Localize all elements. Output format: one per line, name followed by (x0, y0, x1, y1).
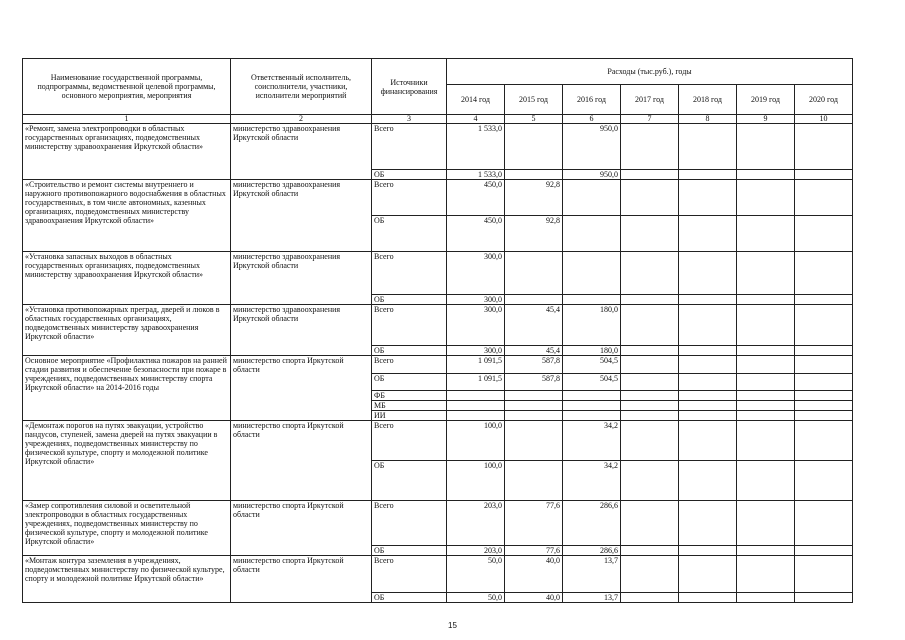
executor-name: министерство здравоохранения Иркутской области (231, 180, 372, 252)
value-2014: 203,0 (447, 501, 505, 546)
value-2015: 92,8 (505, 216, 563, 252)
value-2016 (563, 295, 621, 305)
funding-source: ОБ (372, 461, 447, 501)
value-2015: 40,0 (505, 593, 563, 603)
activity-name: Основное мероприятие «Профилактика пожаров на ранней стадии развития и обеспечение безопасности при пожаре в учреждениях, подведомственных министерству спорта Иркутской области» на 2014-2016 годы (23, 356, 231, 421)
value-2016: 34,2 (563, 421, 621, 461)
column-number: 5 (505, 115, 563, 124)
value-2014 (447, 401, 505, 411)
value-2014: 300,0 (447, 346, 505, 356)
value-2016 (563, 216, 621, 252)
value-2016: 504,5 (563, 374, 621, 391)
value-2015: 45,4 (505, 305, 563, 346)
value-2014: 1 091,5 (447, 374, 505, 391)
page-number: 15 (448, 621, 457, 630)
value-2014: 203,0 (447, 546, 505, 556)
value-2016 (563, 252, 621, 295)
executor-name: министерство спорта Иркутской области (231, 556, 372, 603)
activity-name: «Установка противопожарных преград, дверей и люков в областных государственных организациях, подведомственных министерству здравоохранения Иркутской области» (23, 305, 231, 356)
executor-name: министерство здравоохранения Иркутской области (231, 252, 372, 305)
table-row (23, 252, 853, 295)
funding-source: ОБ (372, 346, 447, 356)
value-2016: 34,2 (563, 461, 621, 501)
value-2015 (505, 252, 563, 295)
value-2014: 300,0 (447, 295, 505, 305)
value-2015 (505, 421, 563, 461)
value-2016: 180,0 (563, 305, 621, 346)
executor-name: министерство здравоохранения Иркутской области (231, 305, 372, 356)
column-number: 8 (679, 115, 737, 124)
header-year: 2018 год (679, 85, 737, 115)
funding-source: ОБ (372, 546, 447, 556)
column-number: 10 (795, 115, 853, 124)
funding-source: Всего (372, 556, 447, 593)
value-2016: 950,0 (563, 170, 621, 180)
header-source: Источники финансирования (372, 59, 447, 115)
activity-name: «Замер сопротивления силовой и осветительной электропроводки в областных государственных учреждениях, подведомственных министерству по физической культуре, спорту и молодежной политике Иркутской области» (23, 501, 231, 556)
value-2015 (505, 170, 563, 180)
value-2014 (447, 411, 505, 421)
table-row (23, 421, 853, 461)
value-2015: 92,8 (505, 180, 563, 216)
funding-source: МБ (372, 401, 447, 411)
value-2014 (447, 391, 505, 401)
value-2015: 587,8 (505, 374, 563, 391)
funding-source: ФБ (372, 391, 447, 401)
activity-name: «Монтаж контура заземления в учреждениях, подведомственных министерству по физической культуре, спорту и молодежной политике Иркутской области» (23, 556, 231, 603)
header-year: 2014 год (447, 85, 505, 115)
value-2016 (563, 401, 621, 411)
column-number: 1 (23, 115, 231, 124)
column-number: 3 (372, 115, 447, 124)
funding-source: Всего (372, 305, 447, 346)
column-numbers-row (23, 115, 853, 124)
funding-source: Всего (372, 180, 447, 216)
funding-source: ОБ (372, 593, 447, 603)
funding-source: ОБ (372, 374, 447, 391)
header-year: 2015 год (505, 85, 563, 115)
value-2015: 77,6 (505, 501, 563, 546)
budget-table (22, 58, 853, 603)
activity-name: «Ремонт, замена электропроводки в областных государственных организациях, подведомственных министерству здравоохранения Иркутской области» (23, 124, 231, 180)
value-2014: 1 091,5 (447, 356, 505, 374)
activity-name: «Строительство и ремонт системы внутреннего и наружного противопожарного водоснабжения в областных государственных, в том числе автономных, казенных организациях, подведомственных министерству здравоохранения Иркутской области» (23, 180, 231, 252)
column-number: 2 (231, 115, 372, 124)
table-row (23, 501, 853, 546)
column-number: 6 (563, 115, 621, 124)
value-2015 (505, 411, 563, 421)
funding-source: ОБ (372, 170, 447, 180)
value-2015: 77,6 (505, 546, 563, 556)
value-2016: 286,6 (563, 501, 621, 546)
value-2014: 1 533,0 (447, 124, 505, 170)
value-2014: 100,0 (447, 421, 505, 461)
value-2014: 50,0 (447, 556, 505, 593)
table-row (23, 305, 853, 346)
value-2015 (505, 295, 563, 305)
value-2016 (563, 180, 621, 216)
value-2015: 40,0 (505, 556, 563, 593)
activity-name: «Демонтаж порогов на путях эвакуации, устройство пандусов, ступеней, замена дверей на путях эвакуации в учреждениях, подведомственных министерству по физической культуре, спорту и молодежной политике Иркутской области» (23, 421, 231, 501)
value-2014: 1 533,0 (447, 170, 505, 180)
value-2014: 50,0 (447, 593, 505, 603)
executor-name: министерство здравоохранения Иркутской области (231, 124, 372, 180)
value-2016: 180,0 (563, 346, 621, 356)
header-year: 2016 год (563, 85, 621, 115)
funding-source: Всего (372, 124, 447, 170)
value-2014: 450,0 (447, 180, 505, 216)
table-row (23, 124, 853, 170)
funding-source: ОБ (372, 295, 447, 305)
executor-name: министерство спорта Иркутской области (231, 356, 372, 421)
value-2015 (505, 124, 563, 170)
activity-name: «Установка запасных выходов в областных государственных организациях, подведомственных министерству здравоохранения Иркутской области» (23, 252, 231, 305)
funding-source: Всего (372, 252, 447, 295)
executor-name: министерство спорта Иркутской области (231, 421, 372, 501)
executor-name: министерство спорта Иркутской области (231, 501, 372, 556)
value-2014: 450,0 (447, 216, 505, 252)
value-2016: 504,5 (563, 356, 621, 374)
value-2016: 13,7 (563, 593, 621, 603)
table-row (23, 356, 853, 374)
value-2016 (563, 411, 621, 421)
value-2014: 100,0 (447, 461, 505, 501)
column-number: 4 (447, 115, 505, 124)
document-page (22, 58, 852, 603)
funding-source: Всего (372, 356, 447, 374)
column-number: 9 (737, 115, 795, 124)
header-year: 2019 год (737, 85, 795, 115)
column-number: 7 (621, 115, 679, 124)
value-2015 (505, 401, 563, 411)
header-year: 2020 год (795, 85, 853, 115)
value-2015 (505, 391, 563, 401)
value-2015 (505, 461, 563, 501)
header-expenses: Расходы (тыс.руб.), годы (447, 59, 853, 85)
table-row (23, 556, 853, 593)
value-2016: 13,7 (563, 556, 621, 593)
funding-source: Всего (372, 421, 447, 461)
value-2014: 300,0 (447, 252, 505, 295)
table-row (23, 180, 853, 216)
funding-source: ИИ (372, 411, 447, 421)
funding-source: Всего (372, 501, 447, 546)
value-2014: 300,0 (447, 305, 505, 346)
value-2015: 45,4 (505, 346, 563, 356)
header-year: 2017 год (621, 85, 679, 115)
value-2016 (563, 391, 621, 401)
value-2015: 587,8 (505, 356, 563, 374)
header-executor: Ответственный исполнитель, соисполнители, участники, исполнители мероприятий (231, 59, 372, 115)
value-2016: 950,0 (563, 124, 621, 170)
value-2016: 286,6 (563, 546, 621, 556)
header-name: Наименование государственной программы, подпрограммы, ведомственной целевой программы, основного мероприятия, мероприятия (23, 59, 231, 115)
funding-source: ОБ (372, 216, 447, 252)
